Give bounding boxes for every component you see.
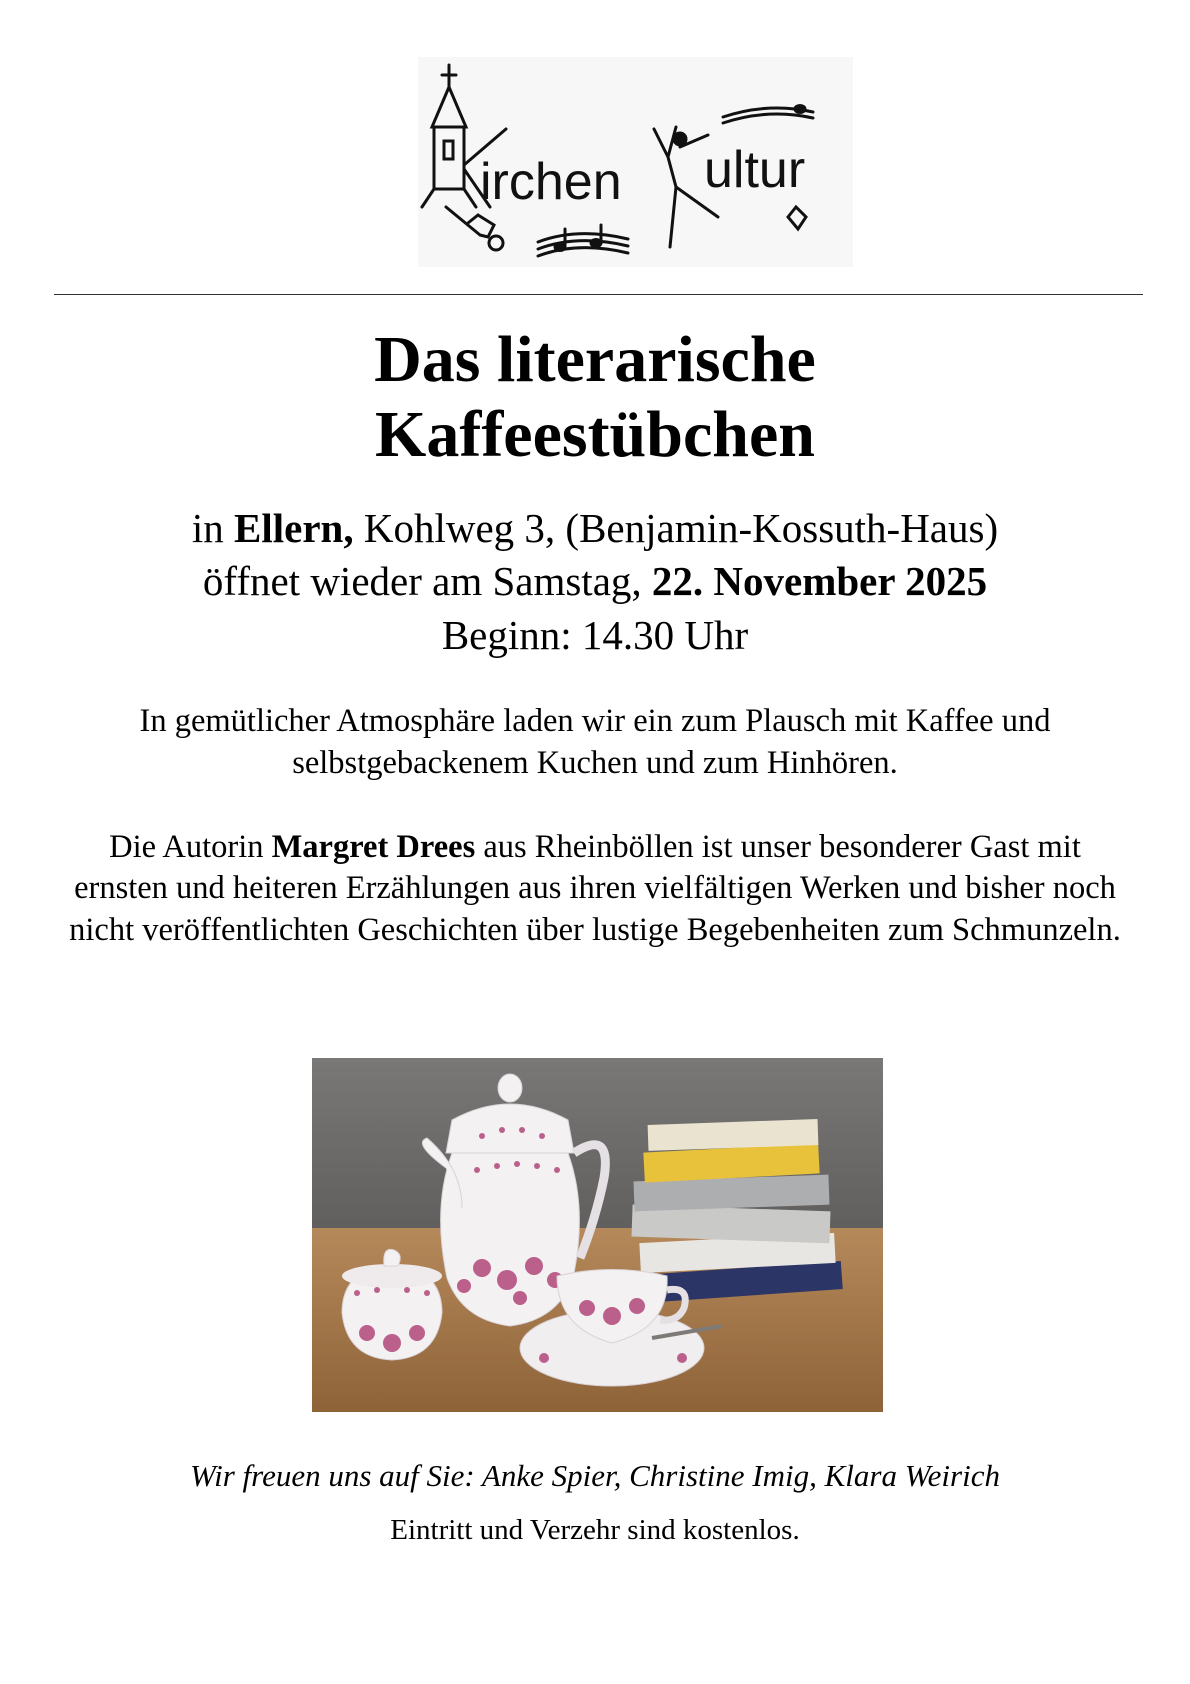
page-title <box>0 322 1190 472</box>
event-date: 22. November 2025 <box>651 558 988 605</box>
organizers-line: Wir freuen uns auf Sie: Anke Spier, Christine Imig, Klara Weirich <box>190 1458 1000 1493</box>
divider-line <box>54 294 1143 295</box>
author-name: Margret Drees <box>271 829 476 865</box>
title-line1: Das literarische <box>374 323 816 396</box>
author-text: aus Rheinböllen ist unser besonderer Gast mit ernsten und heiteren Erzählungen aus ihren vielfältigen Werken und bisher noch nicht veröffentlichten Geschichten über lustige Begebenheiten zum Schmunzeln. <box>69 829 1121 948</box>
opens-prefix: öffnet wieder am Samstag, <box>202 558 652 605</box>
kirchenkultur-logo <box>418 57 853 267</box>
start-time: Beginn: 14.30 Uhr <box>441 611 749 658</box>
admission-note: Eintritt und Verzehr sind kostenlos. <box>390 1514 800 1546</box>
date-line <box>0 555 1190 608</box>
venue-prefix: in <box>191 505 235 551</box>
coffee-books-photo <box>312 1058 883 1412</box>
logo-word-part1: irchen <box>480 153 622 211</box>
intro-paragraph: In gemütlicher Atmosphäre laden wir ein zum Plausch mit Kaffee und selbstgebackenem Kuchen und zum Hinhören. <box>139 703 1051 782</box>
venue-line <box>0 502 1190 555</box>
church-dancer-icon <box>418 57 853 267</box>
title-line2: Kaffeestübchen <box>375 398 815 472</box>
venue-address: Kohlweg 3, (Benjamin-Kossuth-Haus) <box>353 505 999 551</box>
author-prefix: Die Autorin <box>109 829 272 865</box>
coffee-set-and-books-icon <box>312 1058 883 1412</box>
logo-word-part2: ultur <box>704 141 806 199</box>
event-details <box>0 502 1190 662</box>
author-paragraph <box>60 827 1130 951</box>
venue-town: Ellern, <box>234 505 354 551</box>
